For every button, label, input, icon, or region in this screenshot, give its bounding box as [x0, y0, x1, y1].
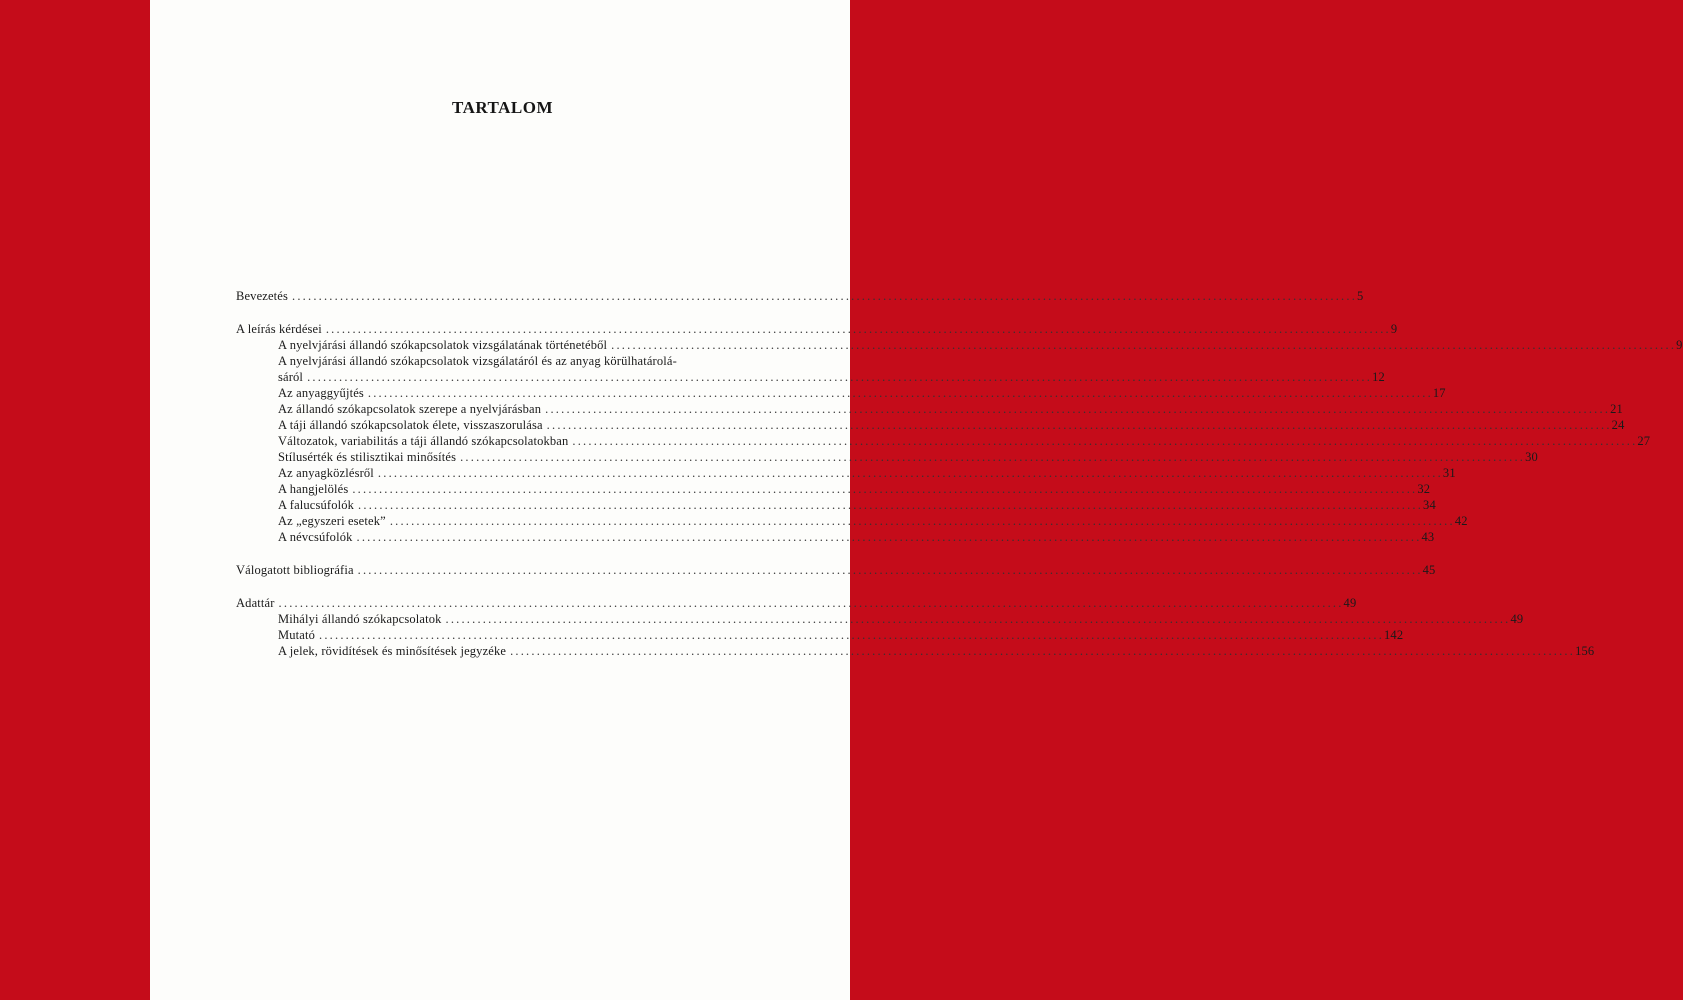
- toc-page-number: 31: [1442, 466, 1456, 480]
- toc-entry-label: Válogatott bibliográfia: [236, 563, 354, 577]
- dot-leader: ........................................................................................................................................................................................................: [278, 596, 1344, 610]
- toc-entry-elete[interactable]: [236, 417, 1625, 433]
- toc-page-number: 30: [1525, 450, 1538, 464]
- toc-entry-label: Az anyagközlésről: [278, 466, 374, 480]
- toc-page-number: 17: [1432, 386, 1446, 400]
- toc-entry-label: Bevezetés: [236, 289, 289, 303]
- toc-page-number: 42: [1454, 514, 1468, 528]
- toc-page-number: 156: [1575, 644, 1595, 658]
- toc-page-number: 34: [1423, 498, 1436, 512]
- toc-page-number: 142: [1384, 628, 1404, 642]
- toc-page-number: 9: [1676, 338, 1683, 352]
- toc-entry-label-line1: A nyelvjárási állandó szókapcsolatok vizsgálatáról és az anyag körülhatárolá-: [278, 354, 677, 368]
- document-page: [150, 0, 1683, 1000]
- dot-leader: ........................................................................................................................................................................................................: [389, 514, 1455, 528]
- toc-entry-label: Stílusérték és stilisztikai minősítés: [278, 450, 457, 464]
- toc-entry-label: A névcsúfolók: [278, 530, 353, 544]
- dot-leader: ........................................................................................................................................................................................................: [292, 289, 1358, 303]
- dot-leader: ........................................................................................................................................................................................................: [325, 322, 1391, 336]
- toc-entry-label: Adattár: [236, 596, 275, 610]
- toc-entry-mihalyi[interactable]: [236, 611, 1524, 627]
- toc-page-number: 9: [1390, 322, 1398, 336]
- toc-entry-valtozatok[interactable]: [236, 433, 1651, 449]
- toc-page-number: 27: [1637, 434, 1651, 448]
- dot-leader: ........................................................................................................................................................................................................: [611, 338, 1677, 352]
- toc-entry-leiras-kerdesei[interactable]: [236, 321, 1398, 337]
- toc-page-number: 49: [1343, 596, 1357, 610]
- toc-page-number: 5: [1357, 289, 1364, 303]
- toc-page-number: 45: [1422, 563, 1436, 577]
- toc-page-number: 43: [1421, 530, 1435, 544]
- toc-page-number: 21: [1610, 402, 1623, 416]
- toc-entry-adattar[interactable]: [236, 595, 1357, 611]
- dot-leader: ........................................................................................................................................................................................................: [357, 563, 1423, 577]
- dot-leader: ........................................................................................................................................................................................................: [352, 482, 1418, 496]
- dot-leader: ........................................................................................................................................................................................................: [445, 612, 1511, 626]
- toc-entry-hangjeloles[interactable]: [236, 481, 1431, 497]
- dot-leader: ........................................................................................................................................................................................................: [377, 466, 1443, 480]
- toc-entry-label: Mutató: [278, 628, 316, 642]
- dot-leader: ........................................................................................................................................................................................................: [307, 370, 1373, 384]
- dot-leader: ........................................................................................................................................................................................................: [572, 434, 1638, 448]
- dot-leader: ........................................................................................................................................................................................................: [546, 418, 1612, 432]
- dot-leader: ........................................................................................................................................................................................................: [356, 530, 1422, 544]
- toc-entry-label: Változatok, variabilitás a táji állandó szókapcsolatokban: [278, 434, 569, 448]
- toc-page-number: 32: [1417, 482, 1431, 496]
- toc-entry-egyszeri-esetek[interactable]: [236, 513, 1468, 529]
- toc-entry-label: sáról: [278, 370, 304, 384]
- toc-page-number: 12: [1372, 370, 1385, 384]
- toc-entry-label: A nyelvjárási állandó szókapcsolatok vizsgálatának történetéből: [278, 338, 608, 352]
- toc-entry-label: A táji állandó szókapcsolatok élete, visszaszorulása: [278, 418, 543, 432]
- toc-entry-nevcsufolok[interactable]: [236, 529, 1435, 545]
- dot-leader: ........................................................................................................................................................................................................: [367, 386, 1433, 400]
- dot-leader: ........................................................................................................................................................................................................: [510, 644, 1576, 658]
- toc-entry-anyaggyujtes[interactable]: [236, 385, 1446, 401]
- toc-entry-label: Az anyaggyűjtés: [278, 386, 364, 400]
- toc-entry-korulhatarolasarol[interactable]: [236, 369, 1385, 385]
- toc-entry-mutato[interactable]: [236, 627, 1404, 643]
- dot-leader: ........................................................................................................................................................................................................: [460, 450, 1526, 464]
- toc-entry-continuation-line: [236, 353, 786, 369]
- toc-entry-label: A hangjelölés: [278, 482, 349, 496]
- toc-entry-bibliografia[interactable]: [236, 562, 1436, 578]
- table-of-contents: [236, 288, 1683, 659]
- toc-entry-bevezetes[interactable]: [236, 288, 1364, 304]
- toc-entry-label: Mihályi állandó szókapcsolatok: [278, 612, 442, 626]
- toc-entry-tortenetebol[interactable]: [236, 337, 1683, 353]
- toc-entry-label: A falucsúfolók: [278, 498, 355, 512]
- toc-entry-anyagkozlesrol[interactable]: [236, 465, 1456, 481]
- page-title: TARTALOM: [452, 98, 553, 117]
- toc-page-number: 24: [1611, 418, 1625, 432]
- toc-page-number: 49: [1510, 612, 1524, 626]
- toc-entry-label: A jelek, rövidítések és minősítések jegyzéke: [278, 644, 507, 658]
- toc-entry-falucsufolok[interactable]: [236, 497, 1436, 513]
- toc-entry-jegyzeke[interactable]: [236, 643, 1595, 659]
- toc-entry-szerepe[interactable]: [236, 401, 1623, 417]
- toc-entry-label: Az állandó szókapcsolatok szerepe a nyelvjárásban: [278, 402, 542, 416]
- dot-leader: ........................................................................................................................................................................................................: [319, 628, 1385, 642]
- toc-entry-label: Az „egyszeri esetek”: [278, 514, 386, 528]
- dot-leader: ........................................................................................................................................................................................................: [545, 402, 1611, 416]
- toc-entry-label: A leírás kérdései: [236, 322, 322, 336]
- toc-entry-stilusertek[interactable]: [236, 449, 1538, 465]
- dot-leader: ........................................................................................................................................................................................................: [358, 498, 1424, 512]
